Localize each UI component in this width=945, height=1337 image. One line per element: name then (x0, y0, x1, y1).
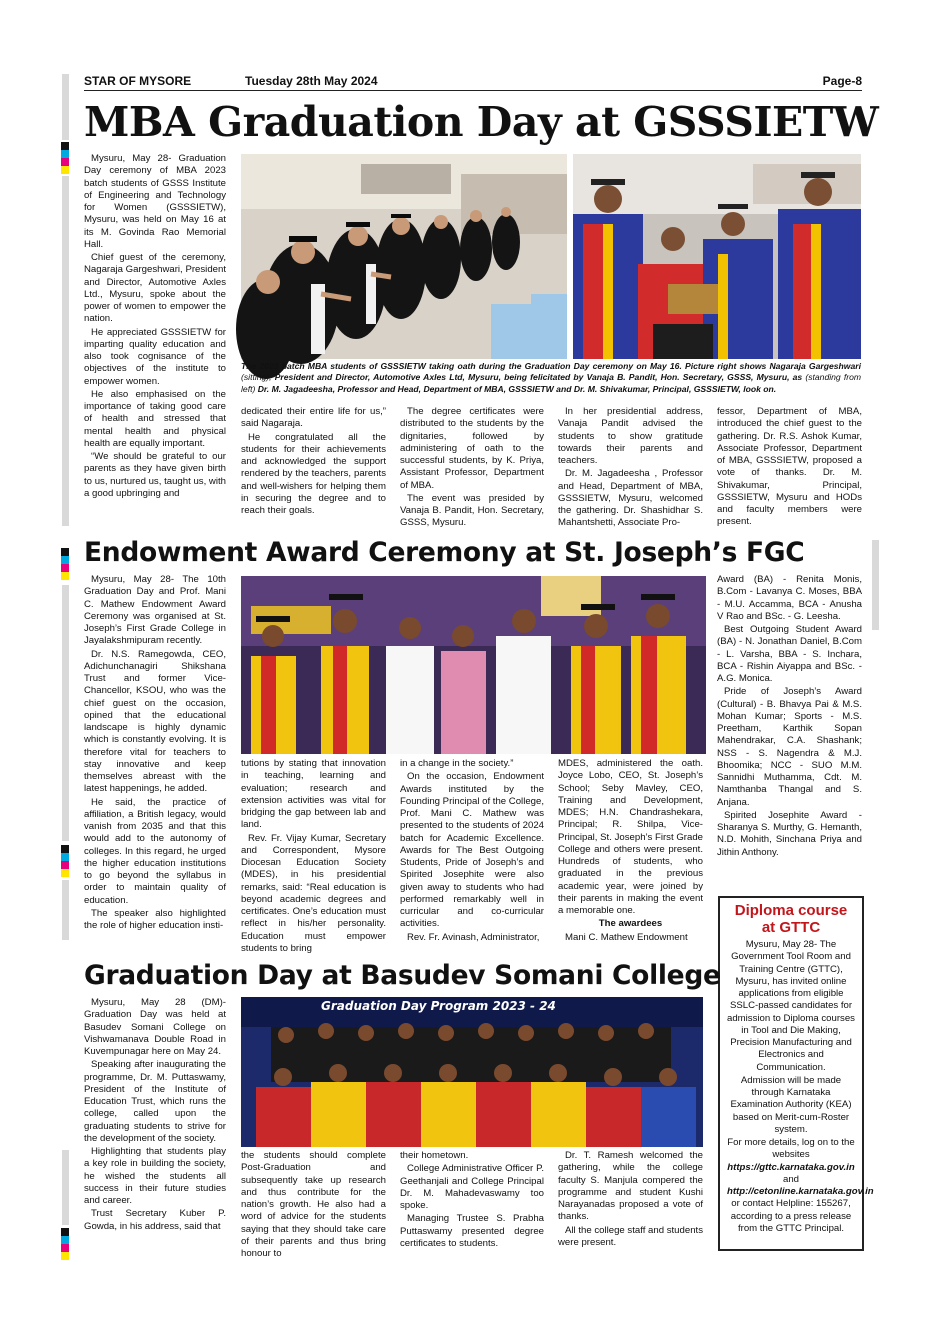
paragraph: Rev. Fr. Avinash, Administrator, (407, 931, 540, 943)
text: and (782, 1173, 799, 1185)
subhead-awardees: The awardees (598, 918, 663, 930)
headline-mba-graduation: MBA Graduation Day at GSSSIETW (84, 98, 879, 146)
article2-col4 (558, 758, 703, 953)
paragraph: Award (BA) - Renita Monis, B.Com - Lavanya C. Moses, BBA - M.U. Accamma, BCA - Anusha V Rao and BSc. - G. Leesha. (717, 574, 862, 622)
paragraph: Chief guest of the ceremony, Nagaraja Gargeshwari, President and Director, Automotive Axles Ltd., Mysuru, spoke about the power of women to empower the nation. (84, 252, 226, 325)
paragraph: All the college staff and students were present. (558, 1224, 703, 1248)
masthead (84, 74, 862, 90)
article1-col1 (84, 153, 226, 529)
photo-banner-text: Graduation Day Program 2023 - 24 (321, 999, 556, 1013)
article2-col2 (241, 758, 386, 953)
paragraph: Mani C. Mathew Endowment (565, 931, 688, 943)
paragraph: the students should complete Post-Graduation and subsequently take up research and thus contribute for the nation’s growth. He also had a word of advice for the students saying that they should take care of their parents and thus bring honour to (241, 1150, 386, 1259)
margin-bar-left (62, 585, 69, 841)
paragraph: Highlighting that students play a key role in building the society, he wished the students all success in their future studies and career. (84, 1146, 226, 1206)
photo-endowment-group (241, 576, 706, 754)
paragraph: Dr. T. Ramesh welcomed the gathering, while the college faculty S. Manjula compered the programme and student Kushi Narayanadas proposed a vote of thanks. (558, 1150, 703, 1223)
paragraph: Speaking after inaugurating the programme, Dr. M. Puttaswamy, President of the Institute of Education Trust, which runs the college, called upon the graduating students to strive for the development of the society. (84, 1059, 226, 1144)
photo-felicitation (573, 154, 861, 359)
paragraph: Managing Trustee S. Prabha Puttaswamy presented degree certificates to students. (400, 1213, 544, 1249)
gttc-body (727, 939, 874, 1235)
color-registration-mark (61, 142, 69, 174)
color-registration-mark (61, 548, 69, 580)
paragraph: Mysuru, May 28- The 10th Graduation Day and Prof. Mani C. Mathew Endowment Award Ceremony was organised at St. Joseph’s First Grade College in Jayalakshmipuram recently. (84, 574, 226, 647)
gttc-title-line1: Diploma course (734, 902, 848, 919)
paragraph: The speaker also highlighted the role of higher education insti- (84, 907, 226, 931)
paragraph: He congratulated all the students for their achievements and acknowledged the support rendered by the teachers, parents and well-wishers for helping them in securing the degree and to reach their goals. (241, 431, 386, 516)
paragraph: Dr. N.S. Ramegowda, CEO, Adichunchanagiri Shikshana Trust and former Vice-Chancellor, KSOU, who was the chief guest on the occasion, opined that the educational landscape is highly dynamic which is constantly evolving. It is therefore vital for teachers to stay innovative and keep themselves abreast with the latest happenings, he added. (84, 648, 226, 795)
paragraph (727, 1137, 874, 1235)
paragraph: Mysuru, May 28- The Government Tool Room and Training Centre (GTTC), Mysuru, has invited online applications from eligible SSLC-passed candidates for admission to Diploma courses in Tool and Die Making, Precision Manufacturing and Electronics and Communication. (727, 939, 855, 1073)
headline-endowment-award: Endowment Award Ceremony at St. Joseph’s FGC (84, 537, 805, 568)
cetonline-website-link[interactable]: http://cetonline.karnataka.gov.in (727, 1186, 874, 1197)
paragraph: Dr. M. Jagadeesha , Professor and Head, Department of MBA, GSSSIETW, Mysuru, welcomed the gathering. Dr. Shashidhar S. Mahantshetti, Associate Pro- (558, 468, 703, 529)
caption-text: Dr. M. Jagadeesha, Professor and Head, Department of MBA, GSSSIETW and Dr. M. Shivakumar, Principal, GSSSIETW, look on. (257, 383, 777, 394)
headline-basudev-somani: Graduation Day at Basudev Somani College (84, 960, 721, 991)
caption-text: The 2023 batch MBA students of GSSSIETW taking oath during the Graduation Day ceremony on May 16. Picture right shows Nagaraja Gargeshwari (241, 361, 861, 371)
article1-col3 (400, 406, 544, 530)
paragraph: He appreciated GSSSIETW for imparting quality education and also took cognisance of the objectives of the institute to empower women. (84, 326, 226, 387)
article1-col2 (241, 406, 386, 530)
article2-col3 (400, 758, 544, 953)
paragraph: Mysuru, May 28 (DM)- Graduation Day was held at Basudev Somani College on Vishwamanava Double Road in Kuvempunagar here on May 24. (84, 997, 226, 1057)
caption-text: President and Director, Automotive Axles Ltd, Mysuru, being felicitated by Vanaja B. Pandit, Hon. Secretary, GSSS, Mysuru, as (274, 372, 803, 383)
paragraph: Trust Secretary Kuber P. Gowda, in his address, said that (84, 1208, 226, 1232)
article2-col1 (84, 574, 226, 952)
gttc-notice-box (718, 896, 874, 1251)
photo-basudev-graduates (241, 997, 703, 1147)
text: or contact Helpline: 155267, according to a press release from the GTTC Principal. (730, 1198, 852, 1234)
paragraph: The event was presided by Vanaja B. Pandit, Hon. Secretary, GSSS, Mysuru. (400, 492, 544, 529)
paragraph: their hometown. (400, 1150, 469, 1161)
paragraph: Admission will be made through Karnataka Examination Authority (KEA) based on Merit-cum-Roster system. (730, 1074, 852, 1135)
masthead-rule (84, 90, 862, 91)
article1-col5 (717, 406, 862, 530)
paragraph: tutions by stating that innovation in teaching, learning and evaluation; research and extension activities was vital for bridging the gap between lab and land. (241, 758, 386, 831)
article3-col1 (84, 997, 226, 1259)
color-registration-mark (61, 1228, 69, 1260)
paragraph: Rev. Fr. Vijay Kumar, Secretary and Correspondent, Mysore Diocesan Education Society (MDES), in his presidential remarks, said: “Real education is beyond academic degrees and certificates. One’s education must reflect in his/her personality. Education must empower students to bring (241, 832, 386, 954)
paragraph: MDES, administered the oath. Joyce Lobo, CEO, St. Joseph’s School; Seby Mavley, CEO, Training and Development, MDES; H.N. Chandrashekara, Principal; R. Shilpa, Vice-Principal, St. Joseph’s First Grade College and others were present. Hundreds of students, who graduated in the previous academic year, were joined by their parents in making the event a memorable one. (558, 758, 703, 916)
paragraph: Mysuru, May 28- Graduation Day ceremony of MBA 2023 batch students of GSSS Institute of Engineering and Technology for Women (GSSSIETW), Mysuru, was held on May 16 at its M. Govinda Rao Memorial Hall. (84, 153, 226, 250)
paragraph: In her presidential address, Vanaja Pandit advised the students to show gratitude towards their parents and teachers. (558, 406, 703, 466)
article3-col4 (558, 1150, 703, 1262)
paper-name: STAR OF MYSORE (84, 74, 192, 88)
margin-bar-left (62, 1150, 69, 1225)
paragraph: The degree certificates were distributed to the students by the dignitaries, followed by administering of oath to the successful students, by K. Priya, Assistant Professor, Department of MBA. (400, 406, 544, 491)
paragraph: dedicated their entire life for us,” said Nagaraja. (241, 406, 386, 430)
article1-col4 (558, 406, 703, 530)
margin-bar-right (872, 540, 879, 630)
caption-text: (sitting), (241, 372, 272, 383)
issue-date: Tuesday 28th May 2024 (245, 74, 378, 88)
margin-bar-left (62, 880, 69, 940)
article3-col3 (400, 1150, 544, 1262)
margin-bar-left (62, 74, 69, 140)
margin-bar-left (62, 176, 69, 526)
page-number: Page-8 (822, 74, 862, 88)
caption-text: (standing from left) (241, 372, 862, 394)
text: For more details, log on to the websites (727, 1137, 855, 1161)
article3-col2 (241, 1150, 386, 1262)
paragraph: Best Outgoing Student Award (BA) - N. Jonathan Daniel, B.Com - L. Varsha, BBA - S. Inchara, BCA - Rishin Aiyappa and BSc. - A.G. Monica. (717, 624, 862, 684)
paragraph: in a change in the society.” (400, 758, 514, 769)
paragraph: Spirited Josephite Award - Sharanya S. Murthy, G. Hemanth, N.D. Mohith, Sinchana Priya and Jithin Anthony. (717, 809, 862, 858)
color-registration-mark (61, 845, 69, 877)
photo-caption-mba (241, 361, 861, 400)
paragraph: He said, the practice of affiliation, a British legacy, would vanish from 2035 and that this would add to the autonomy of colleges. In this regard, he urged the higher education institutions to go beyond the syllabus in order to maintain quality of education. (84, 796, 226, 906)
article2-col5 (717, 574, 862, 884)
paragraph: He also emphasised on the importance of taking good care of health and stressed that mental health and physical health are equally important. (84, 388, 226, 449)
paragraph: College Administrative Officer P. Geethanjali and College Principal Dr. M. Mahadevaswamy too spoke. (400, 1163, 544, 1211)
paragraph: fessor, Department of MBA, introduced the chief guest to the gathering. Dr. R.S. Ashok Kumar, Associate Professor, Department of MBA, GSSSIETW, proposed a vote of thanks. Dr. M. Shivakumar, Principal, GSSSIETW, Mysuru and HODs and faculty members were present. (717, 406, 862, 528)
paragraph: On the occasion, Endowment Awards instituted by the Founding Principal of the College, Prof. Mani C. Mathew was presented to the students of 2024 batch for Academic Excellence. Awards for The Best Outgoing Students, Pride of Joseph’s and Spirited Josephite were also given away to students who had performed remarkably well in curricular and co-curricular activities. (400, 771, 544, 930)
gttc-title-line2: at GTTC (761, 919, 821, 936)
paragraph: “We should be grateful to our parents as they have given birth to us, nurtured us, taught us, with a good upbringing and (84, 451, 226, 499)
gttc-website-link[interactable]: https://gttc.karnataka.gov.in (727, 1161, 855, 1173)
paragraph: Pride of Joseph’s Award (Cultural) - B. Bhavya Pai & M.S. Mohan Kumar; Sports - M.S. Preetham, Karthik Sopan Mahendrakar, C.A. Shashank; NSS - S. Nagendra & M.J. Bhoomika; NCC - SUO M.M. Sannidhi Muthamma, Cdt. M. Namthanba Thangal and S. Anjana. (717, 686, 862, 808)
photo-students-oath (241, 154, 567, 359)
